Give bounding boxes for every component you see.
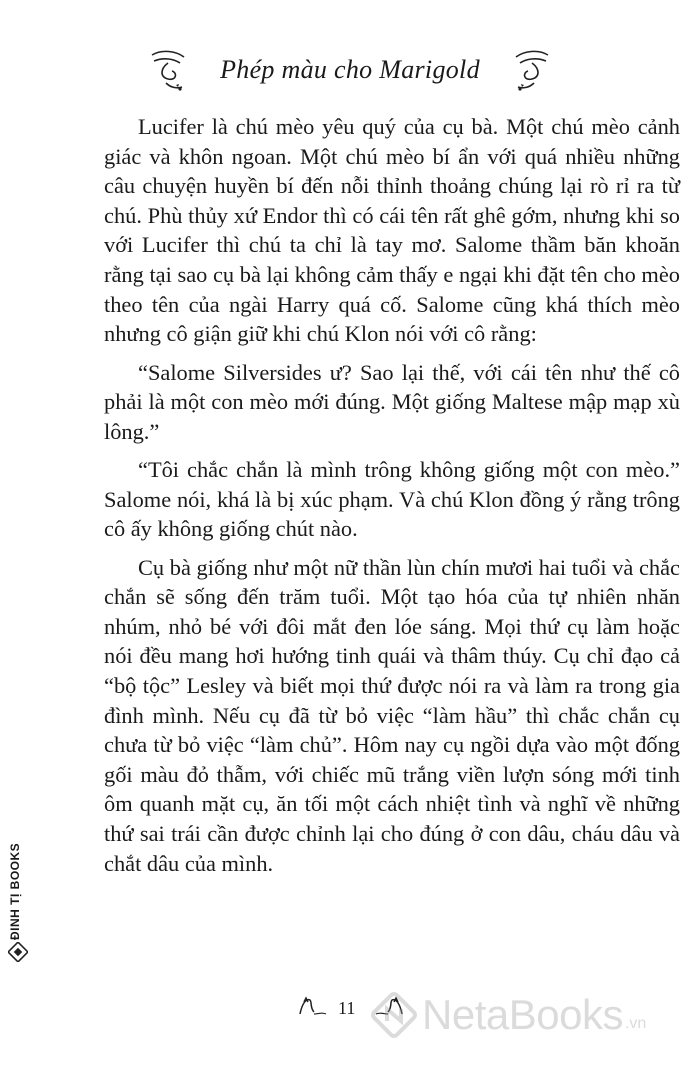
publisher-side-brand: [8, 830, 42, 970]
netabooks-logo-icon: [370, 991, 418, 1039]
paragraph: Cụ bà giống như một nữ thần lùn chín mươi hai tuổi và chắc chắn sẽ sống đến trăm tuổi. Một tạo hóa của tự nhiên nhăn nhúm, nhỏ bé với đôi mắt đen lóe sáng. Mọi thứ cụ làm hoặc nói đều mang hơi hướng tinh quái và thâm thúy. Cụ chỉ đạo cả “bộ tộc” Lesley và biết mọi thứ được nói ra và làm ra trong gia đình mình. Nếu cụ đã từ bỏ việc “làm hầu” thì chắc chắn cụ chưa từ bỏ việc “làm chủ”. Hôm nay cụ ngồi dựa vào một đống gối màu đỏ thẫm, với chiếc mũ trắng viền lượn sóng mới tinh ôm quanh mặt cụ, ăn tối một cách nhiệt tình và nghĩ về những thứ sai trái cần được chỉnh lại cho đúng ở con dâu, cháu dâu và chắt dâu của mình.: [104, 554, 680, 876]
watermark-suffix: .vn: [624, 1015, 647, 1032]
publisher-name: ĐINH TỊ BOOKS: [8, 842, 22, 940]
swirl-ornament-icon: [146, 45, 194, 95]
paragraph: “Tôi chắc chắn là mình trông không giống một con mèo.” Salome nói, khá là bị xúc phạm. Và chú Klon đồng ý rằng trông cô ấy không giống chút nào.: [104, 457, 680, 542]
book-title: Phép màu cho Marigold: [220, 55, 480, 84]
cat-silhouette-ornament-icon: [296, 992, 334, 1018]
running-header: [0, 40, 700, 100]
body-text: [104, 112, 680, 887]
swirl-ornament-icon: [506, 45, 554, 95]
watermark-brand: NetaBooks: [422, 991, 623, 1038]
page-number: 11: [338, 998, 356, 1018]
paragraph: Lucifer là chú mèo yêu quý của cụ bà. Một chú mèo cảnh giác và khôn ngoan. Một chú mèo bí ẩn với quá nhiều những câu chuyện huyền bí đến nỗi thỉnh thoảng chúng lại rò rỉ ra từ chú. Phù thủy xứ Endor thì có cái tên rất ghê gớm, nhưng khi so với Lucifer thì chú ta chỉ là tay mơ. Salome thầm băn khoăn rằng tại sao cụ bà lại không cảm thấy e ngại khi đặt tên cho mèo theo tên của ngài Harry quá cố. Salome cũng khá thích mèo nhưng cô giận giữ khi chú Klon nói với cô rằng:: [104, 114, 680, 347]
paragraph: “Salome Silversides ư? Sao lại thế, với cái tên như thế cô phải là một con mèo mới đúng. Một giống Maltese mập mạp xù lông.”: [104, 359, 680, 444]
dinh-ti-logo-icon: [8, 942, 28, 962]
watermark: [370, 985, 700, 1045]
